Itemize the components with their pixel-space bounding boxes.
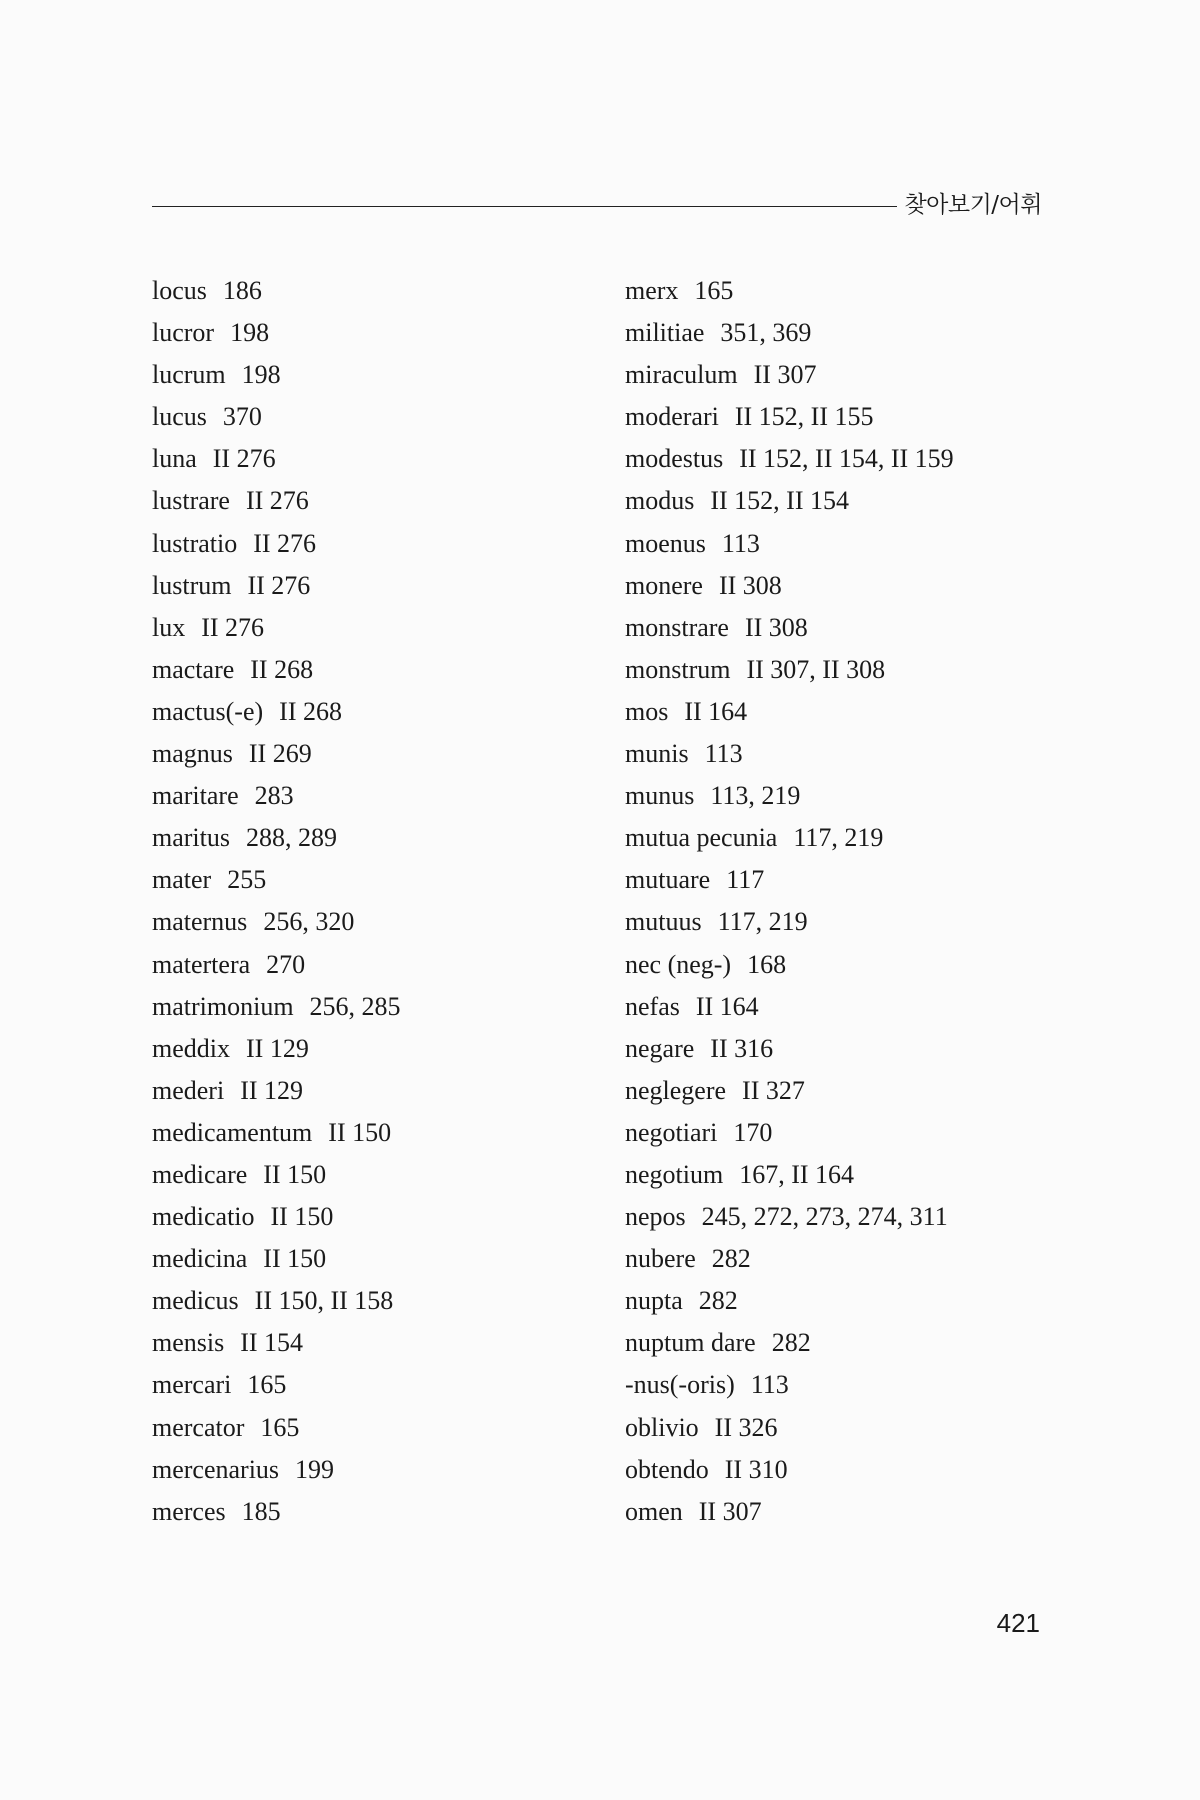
- index-term: mutuus: [625, 907, 702, 937]
- index-page-refs: II 268: [279, 696, 342, 726]
- index-entry: [625, 944, 1075, 986]
- index-term: lucror: [152, 318, 215, 348]
- index-page-refs: 270: [266, 949, 306, 979]
- index-entry: [625, 1491, 1075, 1533]
- index-entry: [625, 1407, 1075, 1449]
- index-entry: [625, 1449, 1075, 1491]
- index-term: mactus(-e): [152, 696, 264, 726]
- index-term: militiae: [625, 318, 705, 348]
- index-page-refs: II 276: [253, 528, 317, 558]
- index-term: obtendo: [625, 1454, 709, 1484]
- index-term: oblivio: [625, 1412, 699, 1442]
- index-page-refs: II 164: [684, 696, 748, 726]
- index-page-refs: II 307, II 308: [746, 654, 886, 684]
- index-entry: [152, 1322, 602, 1364]
- index-term: medicamentum: [152, 1117, 313, 1147]
- index-page-refs: II 150: [263, 1159, 327, 1189]
- index-term: medicare: [152, 1159, 248, 1189]
- index-entry: [625, 1364, 1075, 1406]
- index-page-refs: 282: [711, 1244, 751, 1274]
- index-entry: [625, 1238, 1075, 1280]
- index-term: modestus: [625, 444, 724, 474]
- index-entry: [152, 901, 602, 943]
- index-entry: [152, 986, 602, 1028]
- index-entry: [152, 565, 602, 607]
- index-page-refs: II 164: [695, 991, 759, 1021]
- index-page-refs: 282: [771, 1328, 811, 1358]
- index-page-refs: II 152, II 154, II 159: [739, 444, 954, 474]
- index-term: maternus: [152, 907, 248, 937]
- index-page-refs: II 310: [724, 1454, 788, 1484]
- index-term: miraculum: [625, 360, 738, 390]
- index-term: nepos: [625, 1202, 686, 1232]
- index-page-refs: 113: [721, 528, 760, 558]
- page-number: 421: [996, 1608, 1040, 1638]
- index-entry: [152, 817, 602, 859]
- index-entry: [625, 396, 1075, 438]
- header-rule: [152, 206, 897, 207]
- index-entry: [625, 1112, 1075, 1154]
- index-term: mensis: [152, 1328, 225, 1358]
- index-page-refs: II 326: [714, 1412, 778, 1442]
- index-entry: [625, 1280, 1075, 1322]
- index-term: mederi: [152, 1075, 225, 1105]
- index-page-refs: 256, 285: [309, 991, 401, 1021]
- index-page-refs: 198: [230, 318, 270, 348]
- index-page-refs: II 327: [742, 1075, 805, 1105]
- index-term: moenus: [625, 528, 706, 558]
- index-page-refs: 185: [241, 1496, 281, 1526]
- index-entry: [152, 354, 602, 396]
- index-term: locus: [152, 276, 207, 305]
- index-entry: [152, 1449, 602, 1491]
- index-entry: [625, 1154, 1075, 1196]
- index-page-refs: II 150: [270, 1202, 334, 1232]
- index-term: munis: [625, 739, 689, 769]
- index-term: merces: [152, 1496, 226, 1526]
- index-entry: [152, 396, 602, 438]
- index-page-refs: 113: [750, 1370, 789, 1400]
- index-entry: [625, 312, 1075, 354]
- index-term: mercator: [152, 1412, 245, 1442]
- index-entry: [152, 859, 602, 901]
- index-page-refs: 113: [704, 739, 743, 769]
- index-entry: [625, 1070, 1075, 1112]
- index-entry: [152, 480, 602, 522]
- index-page-refs: 256, 320: [263, 907, 355, 937]
- index-entry: [625, 354, 1075, 396]
- index-term: mos: [625, 696, 669, 726]
- index-term: mercenarius: [152, 1454, 280, 1484]
- index-entry: [625, 1196, 1075, 1238]
- index-page-refs: 170: [733, 1117, 773, 1147]
- index-term: meddix: [152, 1033, 230, 1063]
- index-page-refs: II 268: [250, 654, 314, 684]
- index-entry: [152, 1070, 602, 1112]
- index-entry: [152, 438, 602, 480]
- index-entry: [152, 1028, 602, 1070]
- index-page-refs: 245, 272, 273, 274, 311: [701, 1202, 948, 1232]
- index-page-refs: 255: [227, 865, 267, 895]
- index-entry: [152, 1407, 602, 1449]
- index-page-refs: 117: [726, 865, 765, 895]
- index-term: monstrum: [625, 654, 731, 684]
- index-page-refs: II 154: [240, 1328, 304, 1358]
- index-term: matrimonium: [152, 991, 294, 1021]
- index-term: nuptum dare: [625, 1328, 756, 1358]
- index-page-refs: 282: [698, 1286, 738, 1316]
- index-term: mater: [152, 865, 212, 895]
- index-entry: [625, 986, 1075, 1028]
- index-term: negotium: [625, 1159, 724, 1189]
- index-page-refs: II 152, II 155: [734, 402, 874, 432]
- index-page-refs: II 308: [718, 570, 782, 600]
- index-term: negotiari: [625, 1117, 718, 1147]
- index-term: mactare: [152, 654, 235, 684]
- index-term: lux: [152, 612, 186, 642]
- index-term: monstrare: [625, 612, 729, 642]
- index-term: lustrum: [152, 570, 232, 600]
- index-term: modus: [625, 486, 695, 516]
- index-entry: [625, 523, 1075, 565]
- index-page-refs: 167, II 164: [739, 1159, 855, 1189]
- index-page-refs: II 269: [248, 739, 312, 769]
- index-term: munus: [625, 781, 695, 811]
- index-term: lustratio: [152, 528, 238, 558]
- index-term: medicina: [152, 1244, 248, 1274]
- index-page-refs: II 150: [263, 1244, 327, 1274]
- index-term: monere: [625, 570, 703, 600]
- index-term: luna: [152, 444, 197, 474]
- index-page-refs: 288, 289: [246, 823, 337, 853]
- index-entry: [152, 607, 602, 649]
- index-page-refs: II 276: [212, 444, 276, 474]
- index-entry: [152, 944, 602, 986]
- index-entry: [152, 1238, 602, 1280]
- index-term: nec (neg-): [625, 949, 732, 979]
- index-term: maritare: [152, 781, 239, 811]
- index-entry: [625, 859, 1075, 901]
- index-page-refs: 351, 369: [720, 318, 812, 348]
- index-entry: [152, 775, 602, 817]
- index-term: moderari: [625, 402, 719, 432]
- index-entry: [152, 523, 602, 565]
- index-entry: [625, 691, 1075, 733]
- index-entry: [625, 438, 1075, 480]
- index-entry: [152, 733, 602, 775]
- index-term: mutua pecunia: [625, 823, 778, 853]
- index-page-refs: II 150: [328, 1117, 392, 1147]
- index-entry: [152, 1364, 602, 1406]
- index-page-refs: 199: [295, 1454, 335, 1484]
- index-entry: [152, 649, 602, 691]
- index-term: magnus: [152, 739, 233, 769]
- index-entry: [152, 1280, 602, 1322]
- index-page-refs: 165: [247, 1370, 287, 1400]
- index-term: nupta: [625, 1286, 683, 1316]
- index-term: omen: [625, 1496, 683, 1526]
- index-page-refs: 370: [222, 402, 262, 432]
- running-header: [152, 186, 1042, 226]
- index-entry: [152, 270, 602, 312]
- index-entry: [152, 1154, 602, 1196]
- index-page-refs: 168: [747, 949, 787, 979]
- index-entry: [152, 1196, 602, 1238]
- index-entry: [625, 901, 1075, 943]
- index-page-refs: II 276: [245, 486, 309, 516]
- header-title: 찾아보기/어휘: [904, 192, 1042, 218]
- index-page-refs: 198: [241, 360, 281, 390]
- index-entry: [152, 312, 602, 354]
- index-entry: [625, 775, 1075, 817]
- index-page-refs: 117, 219: [717, 907, 808, 937]
- index-term: matertera: [152, 949, 251, 979]
- index-term: -nus(-oris): [625, 1370, 735, 1400]
- index-page-refs: II 150, II 158: [254, 1286, 394, 1316]
- index-page-refs: II 316: [710, 1033, 774, 1063]
- index-page-refs: II 129: [246, 1033, 309, 1063]
- index-term: nefas: [625, 991, 680, 1021]
- index-column-left: [152, 270, 602, 1533]
- index-term: maritus: [152, 823, 230, 853]
- index-term: medicatio: [152, 1202, 255, 1232]
- index-term: lustrare: [152, 486, 230, 516]
- index-page-refs: 186: [222, 276, 262, 305]
- index-page-refs: 283: [254, 781, 294, 811]
- index-term: merx: [625, 276, 679, 305]
- index-entry: [625, 565, 1075, 607]
- index-term: negare: [625, 1033, 695, 1063]
- index-entry: [625, 1028, 1075, 1070]
- index-entry: [625, 649, 1075, 691]
- index-page-refs: II 307: [753, 360, 817, 390]
- index-page-refs: II 307: [698, 1496, 762, 1526]
- index-entry: [152, 1112, 602, 1154]
- index-page-refs: 117, 219: [793, 823, 884, 853]
- index-page-refs: 165: [694, 276, 734, 305]
- index-entry: [625, 270, 1075, 312]
- index-entry: [625, 733, 1075, 775]
- index-entry: [625, 607, 1075, 649]
- index-term: nubere: [625, 1244, 696, 1274]
- index-term: lucrum: [152, 360, 226, 390]
- index-entry: [625, 817, 1075, 859]
- index-term: neglegere: [625, 1075, 727, 1105]
- index-entry: [625, 1322, 1075, 1364]
- index-entry: [152, 691, 602, 733]
- index-term: mercari: [152, 1370, 232, 1400]
- index-page-refs: II 129: [240, 1075, 304, 1105]
- index-column-right: [625, 270, 1075, 1533]
- index-page-refs: II 152, II 154: [710, 486, 849, 516]
- index-term: mutuare: [625, 865, 711, 895]
- index-entry: [625, 480, 1075, 522]
- index-page-refs: II 308: [744, 612, 808, 642]
- index-entry: [152, 1491, 602, 1533]
- index-page-refs: 165: [260, 1412, 300, 1442]
- index-page-refs: II 276: [247, 570, 311, 600]
- index-term: lucus: [152, 402, 207, 432]
- index-term: medicus: [152, 1286, 239, 1316]
- index-page-refs: 113, 219: [710, 781, 801, 811]
- index-page-refs: II 276: [201, 612, 265, 642]
